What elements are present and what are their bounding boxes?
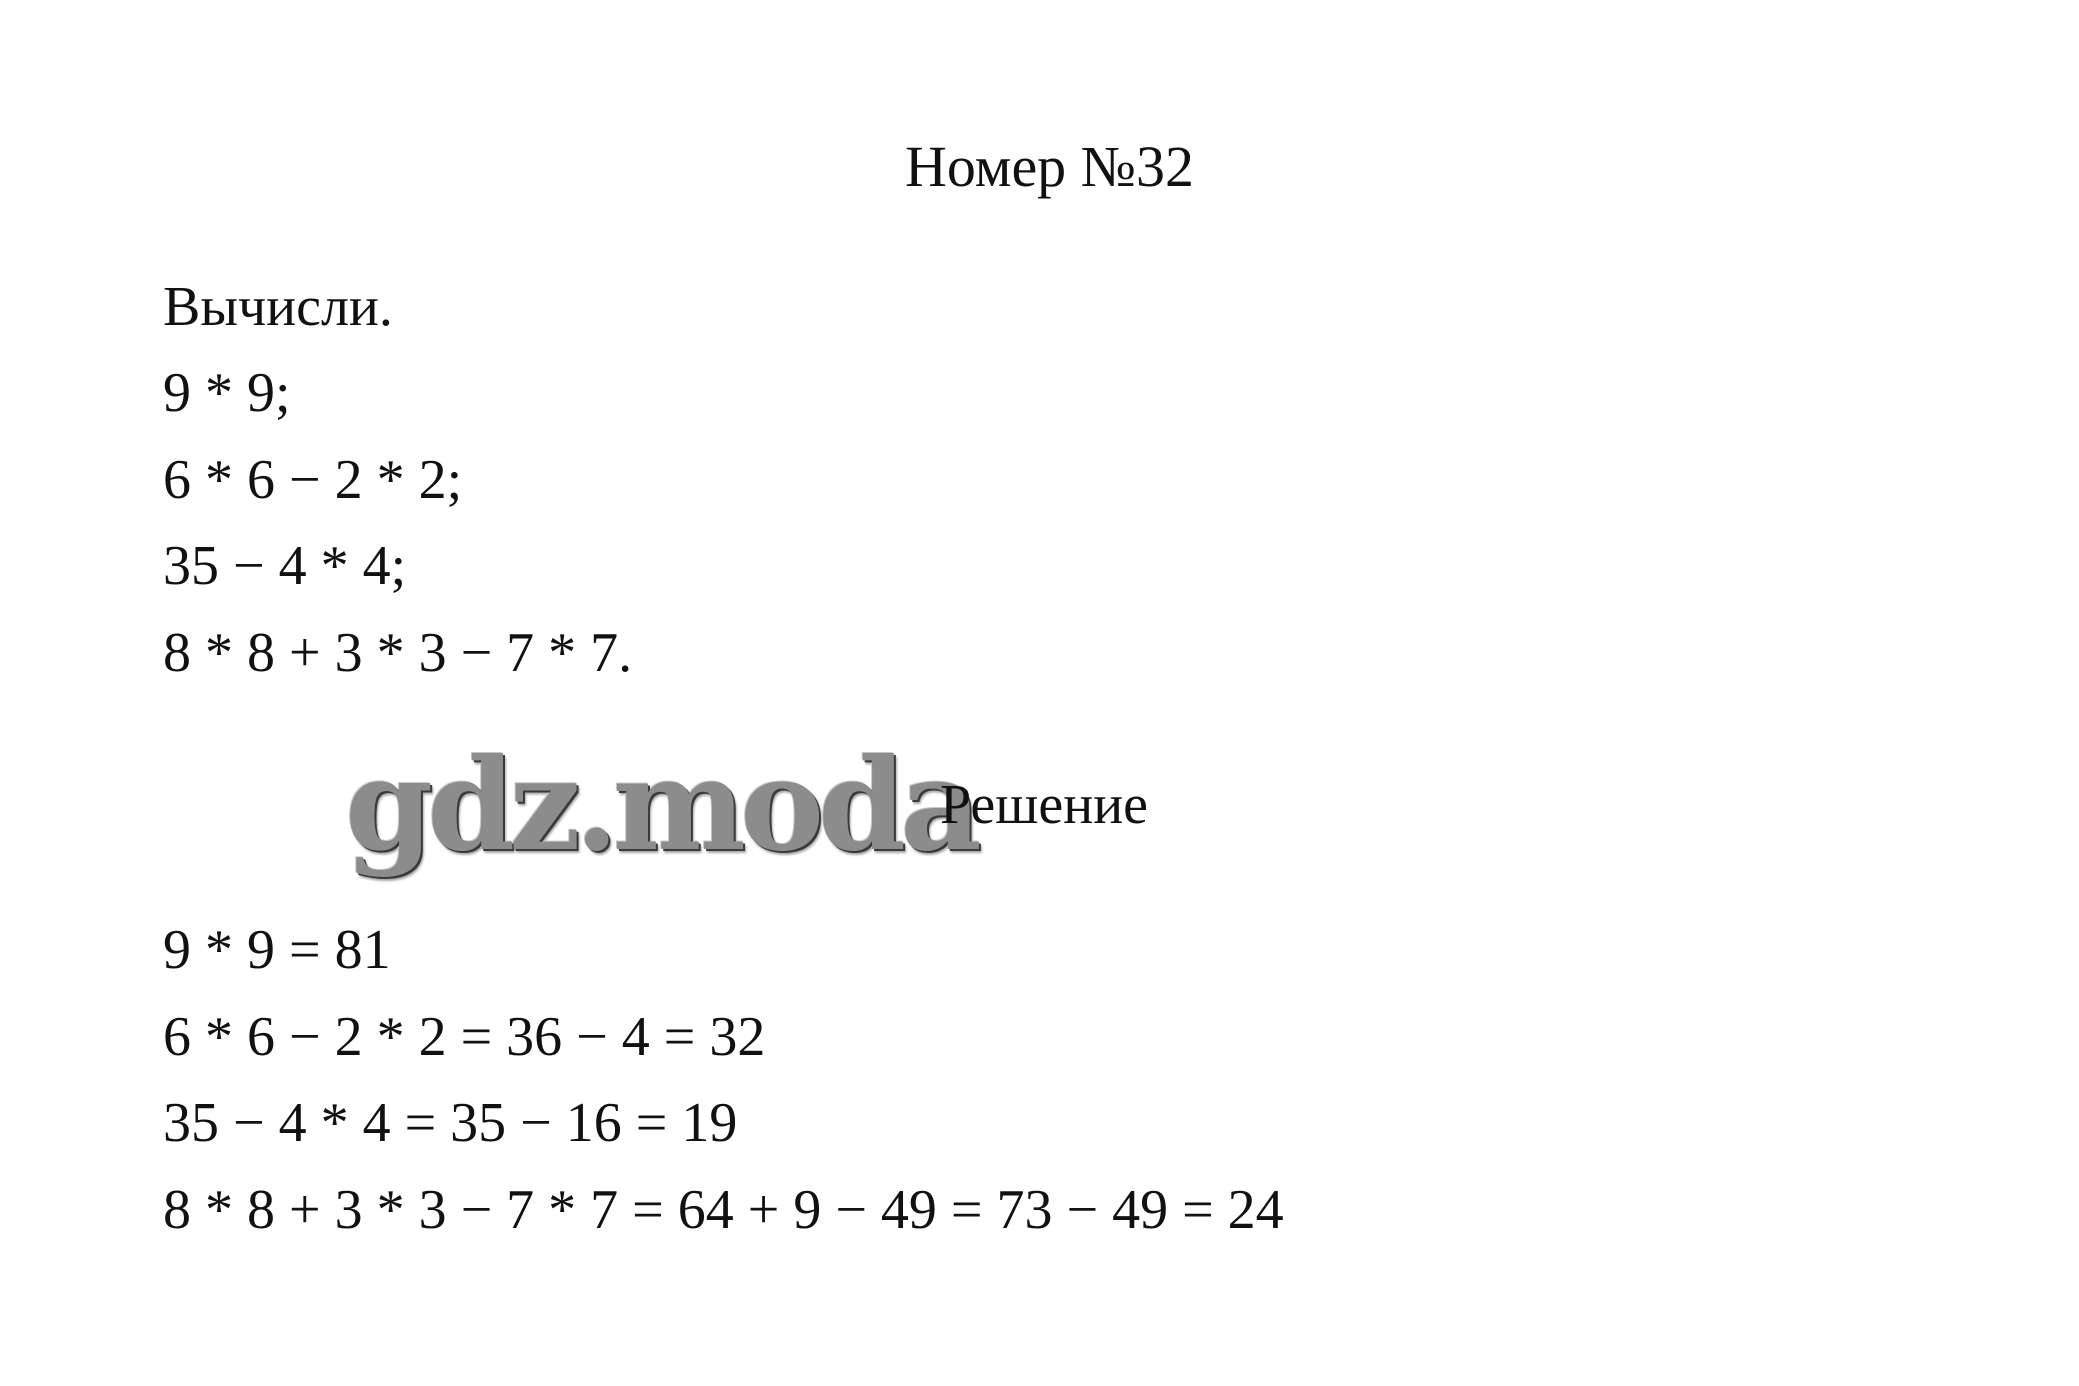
task-expression-3: 35 − 4 * 4; bbox=[163, 535, 407, 597]
watermark-logo: gdz.moda bbox=[345, 731, 976, 879]
task-expression-4: 8 * 8 + 3 * 3 − 7 * 7. bbox=[163, 622, 633, 684]
task-instruction: Вычисли. bbox=[163, 276, 393, 338]
solution-line-4: 8 * 8 + 3 * 3 − 7 * 7 = 64 + 9 − 49 = 73 − 49 = 24 bbox=[163, 1179, 1284, 1241]
solution-line-3: 35 − 4 * 4 = 35 − 16 = 19 bbox=[163, 1092, 738, 1154]
solution-line-2: 6 * 6 − 2 * 2 = 36 − 4 = 32 bbox=[163, 1006, 766, 1068]
solution-line-1: 9 * 9 = 81 bbox=[163, 919, 391, 981]
page-title: Номер №32 bbox=[904, 134, 1195, 199]
task-expression-2: 6 * 6 − 2 * 2; bbox=[163, 449, 463, 511]
solution-heading: Решение bbox=[940, 774, 1149, 836]
task-expression-1: 9 * 9; bbox=[163, 362, 291, 424]
